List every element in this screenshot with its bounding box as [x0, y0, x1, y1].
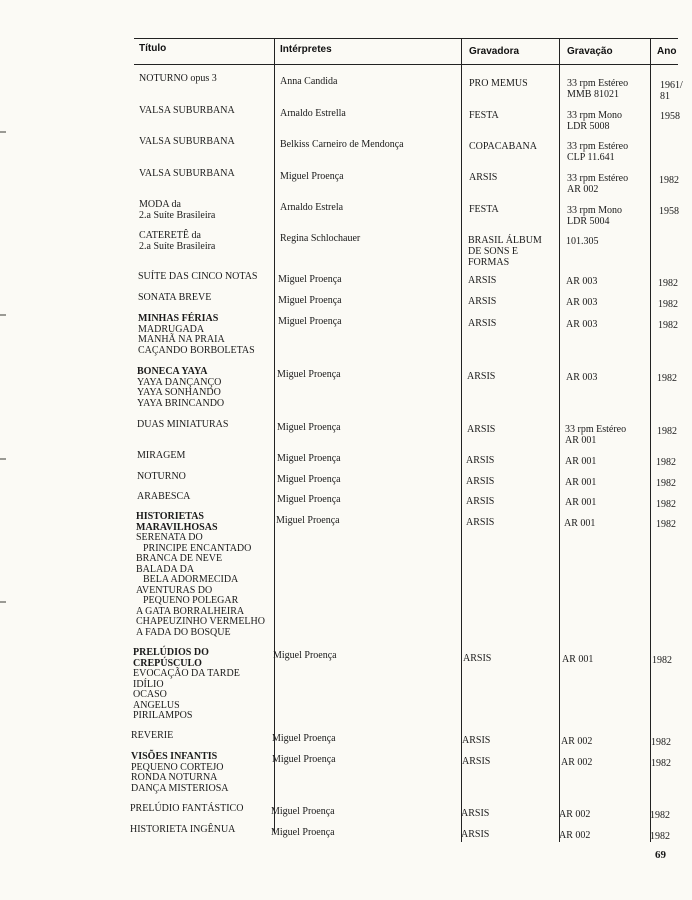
title-line: MARAVILHOSAS: [136, 521, 218, 533]
gravacao-line: AR 003: [566, 297, 598, 308]
interprete-cell: Miguel Proença: [280, 171, 344, 182]
gravadora-cell: [463, 653, 491, 664]
interprete-cell: Anna Candida: [280, 76, 338, 87]
ano-line: 1982: [658, 320, 678, 331]
gravacao-line: 33 rpm Estéreo: [565, 424, 627, 435]
title-line: ARABESCA: [137, 491, 191, 502]
gravacao-line: 33 rpm Estéreo: [567, 173, 629, 184]
gravadora-cell: [469, 172, 497, 183]
interprete-cell: Miguel Proença: [272, 733, 336, 744]
title-line: RONDA NOTURNA: [131, 772, 218, 783]
title-line: BELA ADORMECIDA: [143, 574, 239, 585]
ano-line: 1982: [656, 457, 676, 468]
table-row-title: [130, 825, 235, 836]
title-line: REVERIE: [131, 730, 174, 741]
interprete-cell: Miguel Proença: [272, 754, 336, 765]
gravadora-line: ARSIS: [462, 756, 491, 767]
ano-cell: [658, 299, 678, 310]
gravacao-cell: [559, 809, 590, 820]
title-line: VISÕES INFANTIS: [131, 751, 218, 762]
gravacao-line: 33 rpm Mono: [567, 205, 622, 216]
binder-mark: [0, 131, 6, 133]
gravacao-line: CLP 11.641: [567, 152, 615, 163]
gravacao-line: AR 001: [562, 654, 594, 665]
title-line: SONATA BREVE: [138, 292, 212, 303]
header-interpretes: Intérpretes: [280, 44, 332, 55]
ano-cell: [650, 831, 670, 842]
gravacao-cell: [562, 654, 593, 665]
gravadora-line: ARSIS: [461, 829, 490, 840]
ano-line: 1982: [658, 299, 678, 310]
gravadora-cell: [466, 496, 494, 507]
title-line: YAYA SONHANDO: [137, 387, 221, 398]
interprete-cell: Miguel Proença: [277, 369, 341, 380]
gravacao-cell: [561, 736, 592, 747]
interprete-cell: Miguel Proença: [277, 494, 341, 505]
gravacao-line: AR 003: [566, 372, 598, 383]
interprete-cell: Arnaldo Estrela: [280, 202, 344, 213]
gravadora-cell: [466, 476, 494, 487]
title-line: A FADA DO BOSQUE: [136, 626, 231, 638]
gravacao-line: LDR 5008: [567, 121, 610, 132]
title-line: CATERETÊ da: [139, 230, 201, 241]
gravacao-cell: [567, 205, 622, 227]
ano-cell: [656, 519, 676, 530]
gravadora-line: ARSIS: [467, 424, 496, 435]
gravadora-cell: [468, 318, 496, 329]
gravadora-cell: [461, 829, 489, 840]
gravadora-line: BRASIL ÁLBUM: [468, 235, 542, 246]
ano-line: 1982: [651, 737, 671, 748]
title-line: OCASO: [133, 689, 167, 700]
title-line: 2.a Suíte Brasileira: [139, 240, 216, 252]
gravacao-line: LDR 5004: [567, 216, 610, 227]
title-line: PIRILAMPOS: [133, 710, 193, 721]
ano-cell: [656, 478, 676, 489]
title-line: VALSA SUBURBANA: [139, 105, 235, 116]
gravadora-line: FESTA: [469, 204, 499, 215]
title-line: IDÍLIO: [133, 678, 164, 690]
binder-mark: [0, 601, 6, 603]
interprete-cell: Miguel Proença: [271, 806, 335, 817]
title-line: CAÇANDO BORBOLETAS: [138, 344, 255, 356]
gravadora-line: ARSIS: [468, 318, 497, 329]
gravadora-line: ARSIS: [467, 371, 496, 382]
interprete-cell: Miguel Proença: [278, 295, 342, 306]
gravadora-cell: [466, 517, 494, 528]
ano-line: 1982: [651, 758, 671, 769]
gravadora-cell: [467, 371, 495, 382]
header-bottom-rule: [134, 64, 678, 65]
gravacao-cell: [566, 372, 597, 383]
title-line: YAYA DANÇANÇO: [137, 376, 222, 388]
title-line: SERENATA DO: [136, 532, 203, 543]
gravadora-line: ARSIS: [466, 455, 495, 466]
gravacao-line: AR 001: [565, 477, 597, 488]
gravacao-line: 33 rpm Estéreo: [567, 141, 629, 152]
interprete-cell: Miguel Proença: [271, 827, 335, 838]
gravacao-cell: [566, 236, 599, 247]
ano-cell: [651, 737, 671, 748]
gravacao-line: AR 002: [559, 809, 591, 820]
gravacao-cell: [566, 297, 597, 308]
gravacao-cell: [567, 110, 622, 132]
table-row-title: [139, 231, 215, 252]
ano-cell: [660, 111, 680, 122]
gravadora-line: ARSIS: [466, 517, 495, 528]
ano-line: 1982: [656, 519, 676, 530]
title-line: BONECA YAYA: [137, 366, 208, 377]
interprete-cell: Arnaldo Estrella: [280, 108, 346, 119]
table-row-title: [133, 648, 240, 722]
title-line: ANGELUS: [133, 699, 180, 711]
header-gravacao: Gravação: [567, 46, 613, 57]
title-line: VALSA SUBURBANA: [139, 136, 235, 147]
gravadora-cell: [469, 78, 528, 89]
title-line: MANHÃ NA PRAIA: [138, 334, 225, 345]
gravacao-line: AR 001: [565, 456, 597, 467]
gravadora-cell: [468, 296, 496, 307]
header-ano: Ano: [657, 46, 677, 57]
gravacao-line: 33 rpm Estéreo: [567, 78, 629, 89]
table-row-title: [137, 472, 186, 483]
ano-cell: [659, 206, 679, 217]
ano-line: 1958: [660, 111, 680, 122]
gravacao-line: AR 002: [559, 830, 591, 841]
gravacao-cell: [559, 830, 590, 841]
ano-line: 1982: [659, 175, 679, 186]
ano-cell: [657, 373, 677, 384]
gravacao-cell: [565, 456, 596, 467]
gravadora-cell: [468, 235, 542, 268]
interprete-cell: Miguel Proença: [276, 515, 340, 526]
page-number: 69: [655, 849, 666, 861]
ano-cell: [660, 80, 683, 102]
gravacao-line: AR 002: [567, 184, 599, 195]
gravadora-cell: [462, 756, 490, 767]
table-row-title: [138, 314, 255, 356]
gravacao-cell: [561, 757, 592, 768]
title-line: PRELÚDIOS DO: [133, 647, 209, 658]
table-row-title: [137, 492, 190, 503]
ano-line: 1961/: [660, 80, 683, 91]
title-line: HISTORIETAS: [136, 511, 204, 522]
gravadora-line: COPACABANA: [469, 141, 537, 152]
gravacao-line: MMB 81021: [567, 89, 619, 100]
ano-line: 1982: [652, 655, 672, 666]
table-row-title: [136, 512, 265, 638]
title-line: PEQUENO POLEGAR: [143, 595, 239, 606]
gravadora-line: ARSIS: [469, 172, 498, 183]
gravacao-line: AR 001: [565, 497, 597, 508]
gravadora-line: DE SONS E: [468, 246, 519, 257]
interprete-cell: Regina Schlochauer: [280, 233, 361, 244]
title-line: MINHAS FÉRIAS: [138, 313, 219, 324]
column-divider: [650, 38, 651, 842]
table-row-title: [139, 169, 235, 180]
gravadora-cell: [461, 808, 489, 819]
gravacao-line: AR 002: [561, 736, 593, 747]
gravadora-line: ARSIS: [466, 476, 495, 487]
gravadora-cell: [466, 455, 494, 466]
header-top-rule: [134, 38, 678, 39]
gravadora-line: ARSIS: [461, 808, 490, 819]
ano-cell: [656, 457, 676, 468]
ano-cell: [658, 278, 678, 289]
title-line: PRELÚDIO FANTÁSTICO: [130, 803, 244, 814]
gravacao-cell: [566, 276, 597, 287]
table-row-title: [139, 106, 235, 117]
ano-line: 1982: [657, 373, 677, 384]
interprete-cell: Miguel Proença: [277, 453, 341, 464]
gravacao-cell: [565, 424, 626, 446]
title-line: MIRAGEM: [137, 450, 186, 461]
gravacao-cell: [567, 141, 628, 163]
ano-line: 1958: [659, 206, 679, 217]
ano-line: 1982: [650, 810, 670, 821]
gravadora-cell: [469, 141, 537, 152]
header-titulo: Título: [139, 43, 167, 54]
interprete-cell: Miguel Proença: [278, 316, 342, 327]
title-line: BALADA DA: [136, 563, 195, 575]
table-row-title: [137, 451, 185, 462]
gravacao-line: 101.305: [566, 236, 599, 247]
table-row-title: [139, 200, 215, 221]
gravacao-line: 33 rpm Mono: [567, 110, 622, 121]
title-line: BRANCA DE NEVE: [136, 553, 223, 564]
table-row-title: [137, 367, 224, 409]
title-line: 2.a Suíte Brasileira: [139, 209, 216, 221]
table-row-title: [139, 137, 235, 148]
ano-line: 1982: [658, 278, 678, 289]
gravacao-line: AR 001: [564, 518, 596, 529]
title-line: DANÇA MISTERIOSA: [131, 782, 229, 794]
table-row-title: [131, 731, 173, 742]
ano-line: 81: [660, 91, 670, 102]
title-line: HISTORIETA INGÊNUA: [130, 824, 236, 835]
interprete-cell: Miguel Proença: [278, 274, 342, 285]
title-line: AVENTURAS DO: [136, 584, 213, 596]
gravacao-line: AR 003: [566, 319, 598, 330]
ano-cell: [659, 175, 679, 186]
interprete-cell: Miguel Proença: [277, 474, 341, 485]
gravadora-line: ARSIS: [466, 496, 495, 507]
ano-line: 1982: [656, 478, 676, 489]
ano-line: 1982: [657, 426, 677, 437]
gravacao-line: AR 003: [566, 276, 598, 287]
gravacao-cell: [565, 477, 596, 488]
table-row-title: [137, 420, 228, 431]
gravacao-cell: [567, 173, 628, 195]
column-divider: [274, 38, 275, 833]
ano-line: 1982: [650, 831, 670, 842]
interprete-cell: Miguel Proença: [273, 650, 337, 661]
gravacao-cell: [566, 319, 597, 330]
gravadora-cell: [467, 424, 495, 435]
gravacao-cell: [565, 497, 596, 508]
title-line: NOTURNO opus 3: [139, 73, 217, 84]
table-row-title: [138, 272, 257, 283]
title-line: PEQUENO CORTEJO: [131, 761, 224, 773]
column-divider: [559, 38, 560, 842]
gravacao-line: AR 001: [565, 435, 597, 446]
column-divider: [461, 38, 462, 842]
gravadora-line: ARSIS: [468, 296, 497, 307]
gravadora-line: PRO MEMUS: [469, 78, 528, 89]
gravadora-cell: [469, 110, 499, 121]
title-line: EVOCAÇÃO DA TARDE: [133, 668, 240, 679]
title-line: SUÍTE DAS CINCO NOTAS: [138, 271, 258, 282]
ano-cell: [657, 426, 677, 437]
title-line: VALSA SUBURBANA: [139, 168, 235, 179]
gravacao-line: AR 002: [561, 757, 593, 768]
ano-cell: [658, 320, 678, 331]
title-line: CHAPEUZINHO VERMELHO: [136, 616, 265, 627]
title-line: MODA da: [139, 199, 181, 210]
gravacao-cell: [564, 518, 595, 529]
gravadora-cell: [469, 204, 499, 215]
interprete-cell: Miguel Proença: [277, 422, 341, 433]
gravadora-cell: [468, 275, 496, 286]
title-line: DUAS MINIATURAS: [137, 419, 229, 430]
ano-cell: [650, 810, 670, 821]
gravadora-line: ARSIS: [468, 275, 497, 286]
title-line: YAYA BRINCANDO: [137, 397, 225, 409]
table-row-title: [138, 293, 211, 304]
header-gravadora: Gravadora: [469, 46, 520, 57]
gravadora-line: FORMAS: [468, 257, 510, 268]
title-line: PRINCIPE ENCANTADO: [143, 542, 252, 554]
table-row-title: [139, 74, 217, 85]
ano-cell: [652, 655, 672, 666]
gravadora-line: ARSIS: [463, 653, 492, 664]
title-line: MADRUGADA: [138, 323, 205, 335]
binder-mark: [0, 314, 6, 316]
title-line: A GATA BORRALHEIRA: [136, 605, 245, 617]
title-line: CREPÚSCULO: [133, 657, 202, 669]
title-line: NOTURNO: [137, 471, 186, 482]
ano-cell: [656, 499, 676, 510]
gravadora-line: FESTA: [469, 110, 499, 121]
gravadora-cell: [462, 735, 490, 746]
interprete-cell: Belkiss Carneiro de Mendonça: [280, 139, 404, 150]
table-row-title: [130, 804, 243, 815]
ano-cell: [651, 758, 671, 769]
gravadora-line: ARSIS: [462, 735, 491, 746]
gravacao-cell: [567, 78, 628, 100]
binder-mark: [0, 458, 6, 460]
table-row-title: [131, 752, 229, 794]
ano-line: 1982: [656, 499, 676, 510]
